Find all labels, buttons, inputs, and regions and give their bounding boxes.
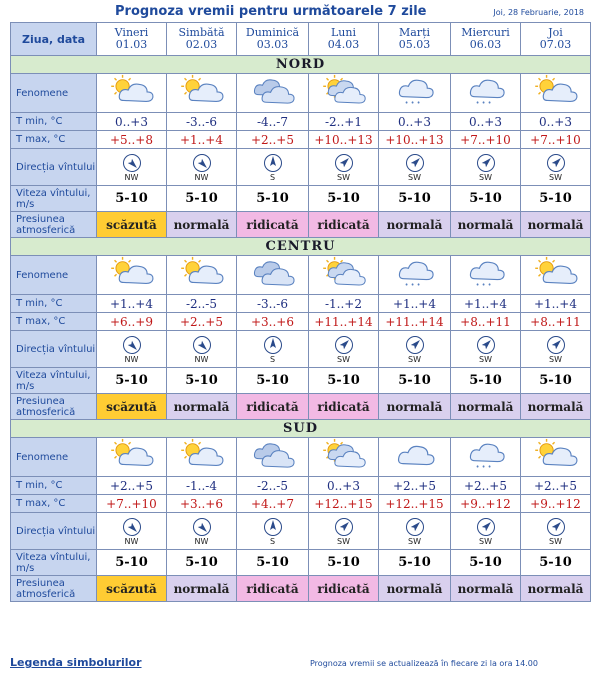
wind-direction-row <box>11 149 591 186</box>
wind-direction-label: SW <box>408 172 421 182</box>
sun-clouds-icon <box>309 438 379 477</box>
sun-cloud-icon <box>521 438 591 477</box>
wind-speed-value: 5-10 <box>309 550 379 576</box>
tmax-row <box>11 131 591 149</box>
tmax-value: +2..+5 <box>167 313 237 331</box>
wind-direction-label: NW <box>194 536 209 546</box>
cloud-snow-icon <box>451 438 521 477</box>
day-date: 02.03 <box>185 38 218 51</box>
pressure-value: normală <box>167 212 237 238</box>
region-row <box>11 56 591 74</box>
sun-cloud-icon <box>521 256 591 295</box>
day-name: Miercuri <box>461 26 510 39</box>
wind-direction <box>97 149 167 186</box>
pressure-value: normală <box>521 394 591 420</box>
pressure-value: normală <box>167 576 237 602</box>
wind-arrow-icon <box>451 517 520 537</box>
day-header <box>379 23 451 56</box>
tmin-value: 0..+3 <box>521 113 591 131</box>
wind-speed-row <box>11 550 591 576</box>
wind-arrow-icon <box>379 153 450 173</box>
wind-speed-value: 5-10 <box>167 186 237 212</box>
day-header <box>97 23 167 56</box>
wind-speed-value: 5-10 <box>237 186 309 212</box>
day-date: 07.03 <box>539 38 572 51</box>
row-label: T min, °C <box>11 477 97 495</box>
tmin-value: -1..-4 <box>167 477 237 495</box>
tmin-value: +1..+4 <box>379 295 451 313</box>
wind-speed-value: 5-10 <box>379 186 451 212</box>
phenomena-row <box>11 256 591 295</box>
region-row <box>11 420 591 438</box>
day-name: Luni <box>331 26 356 39</box>
wind-arrow-icon <box>521 335 590 355</box>
pressure-value: ridicată <box>237 212 309 238</box>
wind-direction <box>309 513 379 550</box>
wind-arrow-icon <box>309 335 378 355</box>
wind-direction <box>451 513 521 550</box>
forecast-table <box>10 22 591 602</box>
pressure-value: normală <box>521 576 591 602</box>
tmax-value: +7..+10 <box>521 131 591 149</box>
sun-cloud-icon <box>167 438 237 477</box>
pressure-row <box>11 212 591 238</box>
day-date: 03.03 <box>256 38 289 51</box>
wind-arrow-icon <box>451 153 520 173</box>
tmin-value: -2..-5 <box>167 295 237 313</box>
pressure-value: scăzută <box>97 576 167 602</box>
wind-speed-value: 5-10 <box>451 550 521 576</box>
tmin-value: +2..+5 <box>97 477 167 495</box>
svg-text:• • •: • • • <box>475 281 492 290</box>
tmin-value: +2..+5 <box>451 477 521 495</box>
pressure-value: normală <box>379 576 451 602</box>
pressure-value: ridicată <box>309 394 379 420</box>
wind-direction-label: SW <box>549 172 562 182</box>
tmax-value: +1..+4 <box>167 131 237 149</box>
wind-speed-value: 5-10 <box>521 186 591 212</box>
tmax-value: +3..+6 <box>237 313 309 331</box>
wind-direction-label: S <box>269 536 276 546</box>
wind-arrow-icon <box>97 517 166 537</box>
tmin-value: +1..+4 <box>521 295 591 313</box>
tmax-value: +8..+11 <box>451 313 521 331</box>
cloud-snow-icon <box>379 74 451 113</box>
day-header <box>167 23 237 56</box>
wind-speed-value: 5-10 <box>167 368 237 394</box>
current-date: Joi, 28 Februarie, 2018 <box>493 8 584 17</box>
sun-cloud-icon <box>97 256 167 295</box>
tmin-value: +1..+4 <box>97 295 167 313</box>
day-header <box>521 23 591 56</box>
svg-text:• • •: • • • <box>475 99 492 108</box>
pressure-value: normală <box>379 394 451 420</box>
wind-arrow-icon <box>521 153 590 173</box>
wind-direction <box>167 513 237 550</box>
wind-direction-label: SW <box>479 536 492 546</box>
wind-speed-value: 5-10 <box>167 550 237 576</box>
tmin-value: -2..+1 <box>309 113 379 131</box>
pressure-row <box>11 394 591 420</box>
sun-cloud-icon <box>97 438 167 477</box>
pressure-value: ridicată <box>309 576 379 602</box>
cloud-snow-icon <box>451 74 521 113</box>
wind-direction-label: S <box>269 354 276 364</box>
pressure-value: scăzută <box>97 394 167 420</box>
day-header <box>309 23 379 56</box>
wind-direction <box>237 331 309 368</box>
sun-cloud-icon <box>167 256 237 295</box>
wind-direction <box>451 331 521 368</box>
tmax-row <box>11 495 591 513</box>
wind-arrow-icon <box>521 517 590 537</box>
sun-clouds-icon <box>309 256 379 295</box>
wind-speed-value: 5-10 <box>379 368 451 394</box>
row-label: Direcția vîntului <box>11 513 97 550</box>
tmax-value: +3..+6 <box>167 495 237 513</box>
wind-speed-value: 5-10 <box>309 368 379 394</box>
day-name: Simbătă <box>178 26 225 39</box>
day-header <box>451 23 521 56</box>
wind-speed-value: 5-10 <box>451 186 521 212</box>
tmax-value: +10..+13 <box>309 131 379 149</box>
tmax-value: +12..+15 <box>379 495 451 513</box>
wind-direction <box>379 331 451 368</box>
wind-arrow-icon <box>379 517 450 537</box>
tmax-value: +11..+14 <box>309 313 379 331</box>
row-label: Presiunea atmosferică <box>11 212 97 238</box>
row-label: Direcția vîntului <box>11 149 97 186</box>
wind-direction-label: NW <box>124 172 139 182</box>
wind-arrow-icon <box>167 335 236 355</box>
row-label: Viteza vîntului, m/s <box>11 368 97 394</box>
wind-direction-label: SW <box>479 172 492 182</box>
wind-direction <box>167 331 237 368</box>
day-date: 05.03 <box>398 38 431 51</box>
tmax-value: +9..+12 <box>521 495 591 513</box>
wind-speed-value: 5-10 <box>237 550 309 576</box>
tmax-value: +12..+15 <box>309 495 379 513</box>
wind-arrow-icon <box>237 335 308 355</box>
wind-direction-label: SW <box>408 536 421 546</box>
wind-direction-label: NW <box>124 536 139 546</box>
day-header <box>237 23 309 56</box>
day-header-row <box>11 23 591 56</box>
phenomena-row <box>11 74 591 113</box>
tmin-value: -3..-6 <box>237 295 309 313</box>
day-date: 06.03 <box>469 38 502 51</box>
tmax-value: +6..+9 <box>97 313 167 331</box>
wind-direction-label: NW <box>124 354 139 364</box>
wind-arrow-icon <box>379 335 450 355</box>
svg-text:• • •: • • • <box>475 463 492 472</box>
wind-arrow-icon <box>167 517 236 537</box>
day-name: Marți <box>398 26 431 39</box>
region-name: NORD <box>11 56 591 74</box>
wind-arrow-icon <box>237 153 308 173</box>
wind-direction <box>97 513 167 550</box>
wind-arrow-icon <box>97 153 166 173</box>
tmin-value: +2..+5 <box>521 477 591 495</box>
update-note: Prognoza vremii se actualizează în fiecare zi la ora 14.00 <box>310 659 538 668</box>
pressure-value: scăzută <box>97 212 167 238</box>
page-title: Prognoza vremii pentru următoarele 7 zile <box>115 4 427 19</box>
svg-text:• • •: • • • <box>404 99 421 108</box>
tmax-value: +10..+13 <box>379 131 451 149</box>
tmin-value: -3..-6 <box>167 113 237 131</box>
row-label: Viteza vîntului, m/s <box>11 550 97 576</box>
phenomena-row <box>11 438 591 477</box>
cloud-snow-icon <box>379 256 451 295</box>
wind-speed-row <box>11 186 591 212</box>
wind-direction-label: SW <box>408 354 421 364</box>
wind-speed-value: 5-10 <box>521 550 591 576</box>
pressure-value: ridicată <box>237 394 309 420</box>
pressure-row <box>11 576 591 602</box>
wind-direction <box>167 149 237 186</box>
tmin-value: -2..-5 <box>237 477 309 495</box>
tmax-value: +2..+5 <box>237 131 309 149</box>
pressure-value: normală <box>451 576 521 602</box>
tmin-value: 0..+3 <box>97 113 167 131</box>
tmax-value: +11..+14 <box>379 313 451 331</box>
tmin-value: 0..+3 <box>309 477 379 495</box>
row-label: Viteza vîntului, m/s <box>11 186 97 212</box>
wind-direction-label: SW <box>549 354 562 364</box>
wind-direction-label: NW <box>194 354 209 364</box>
region-row <box>11 238 591 256</box>
pressure-value: normală <box>451 212 521 238</box>
wind-direction <box>379 513 451 550</box>
sun-cloud-icon <box>97 74 167 113</box>
wind-speed-value: 5-10 <box>451 368 521 394</box>
clouds-icon <box>237 256 309 295</box>
wind-direction <box>379 149 451 186</box>
tmax-value: +7..+10 <box>97 495 167 513</box>
wind-direction-row <box>11 331 591 368</box>
day-date: 01.03 <box>115 38 148 51</box>
tmax-value: +9..+12 <box>451 495 521 513</box>
sun-cloud-icon <box>521 74 591 113</box>
row-label: T max, °C <box>11 495 97 513</box>
wind-direction <box>237 149 309 186</box>
wind-arrow-icon <box>309 517 378 537</box>
wind-speed-value: 5-10 <box>97 550 167 576</box>
row-label: Direcția vîntului <box>11 331 97 368</box>
tmin-row <box>11 113 591 131</box>
pressure-value: normală <box>521 212 591 238</box>
wind-arrow-icon <box>237 517 308 537</box>
tmin-value: +2..+5 <box>379 477 451 495</box>
wind-direction <box>237 513 309 550</box>
wind-arrow-icon <box>451 335 520 355</box>
tmax-value: +4..+7 <box>237 495 309 513</box>
pressure-value: ridicată <box>309 212 379 238</box>
wind-direction <box>521 149 591 186</box>
wind-direction-label: SW <box>337 354 350 364</box>
row-label: Ziua, data <box>11 23 97 56</box>
tmin-row <box>11 477 591 495</box>
tmax-value: +8..+11 <box>521 313 591 331</box>
wind-direction-label: S <box>269 172 276 182</box>
cloud-icon <box>379 438 451 477</box>
tmin-row <box>11 295 591 313</box>
tmin-value: 0..+3 <box>451 113 521 131</box>
tmax-value: +5..+8 <box>97 131 167 149</box>
wind-direction-label: NW <box>194 172 209 182</box>
pressure-value: normală <box>167 394 237 420</box>
pressure-value: normală <box>451 394 521 420</box>
legend-link[interactable]: Legenda simbolurilor <box>10 656 142 669</box>
wind-speed-value: 5-10 <box>237 368 309 394</box>
row-label: Presiunea atmosferică <box>11 394 97 420</box>
wind-direction-row <box>11 513 591 550</box>
wind-speed-value: 5-10 <box>521 368 591 394</box>
sun-cloud-icon <box>167 74 237 113</box>
row-label: T min, °C <box>11 113 97 131</box>
day-name: Vineri <box>114 26 149 39</box>
sun-clouds-icon <box>309 74 379 113</box>
day-name: Duminică <box>245 26 300 39</box>
wind-direction-label: SW <box>549 536 562 546</box>
row-label: T max, °C <box>11 131 97 149</box>
row-label: Presiunea atmosferică <box>11 576 97 602</box>
region-name: CENTRU <box>11 238 591 256</box>
wind-direction <box>309 331 379 368</box>
wind-speed-value: 5-10 <box>379 550 451 576</box>
row-label: Fenomene <box>11 438 97 477</box>
tmin-value: +1..+4 <box>451 295 521 313</box>
wind-speed-value: 5-10 <box>97 368 167 394</box>
wind-direction-label: SW <box>479 354 492 364</box>
wind-arrow-icon <box>167 153 236 173</box>
day-name: Joi <box>548 26 563 39</box>
pressure-value: normală <box>379 212 451 238</box>
wind-speed-value: 5-10 <box>309 186 379 212</box>
wind-arrow-icon <box>97 335 166 355</box>
row-label: Fenomene <box>11 74 97 113</box>
region-name: SUD <box>11 420 591 438</box>
wind-speed-row <box>11 368 591 394</box>
wind-speed-value: 5-10 <box>97 186 167 212</box>
wind-direction-label: SW <box>337 536 350 546</box>
wind-direction <box>521 513 591 550</box>
row-label: T min, °C <box>11 295 97 313</box>
wind-direction <box>309 149 379 186</box>
page-header <box>10 2 590 22</box>
tmin-value: -4..-7 <box>237 113 309 131</box>
tmax-value: +7..+10 <box>451 131 521 149</box>
day-date: 04.03 <box>327 38 360 51</box>
row-label: T max, °C <box>11 313 97 331</box>
row-label: Fenomene <box>11 256 97 295</box>
svg-text:• • •: • • • <box>404 281 421 290</box>
tmax-row <box>11 313 591 331</box>
tmin-value: 0..+3 <box>379 113 451 131</box>
pressure-value: ridicată <box>237 576 309 602</box>
wind-direction-label: SW <box>337 172 350 182</box>
clouds-icon <box>237 438 309 477</box>
wind-direction <box>97 331 167 368</box>
wind-arrow-icon <box>309 153 378 173</box>
wind-direction <box>521 331 591 368</box>
tmin-value: -1..+2 <box>309 295 379 313</box>
clouds-icon <box>237 74 309 113</box>
cloud-snow-icon <box>451 256 521 295</box>
wind-direction <box>451 149 521 186</box>
